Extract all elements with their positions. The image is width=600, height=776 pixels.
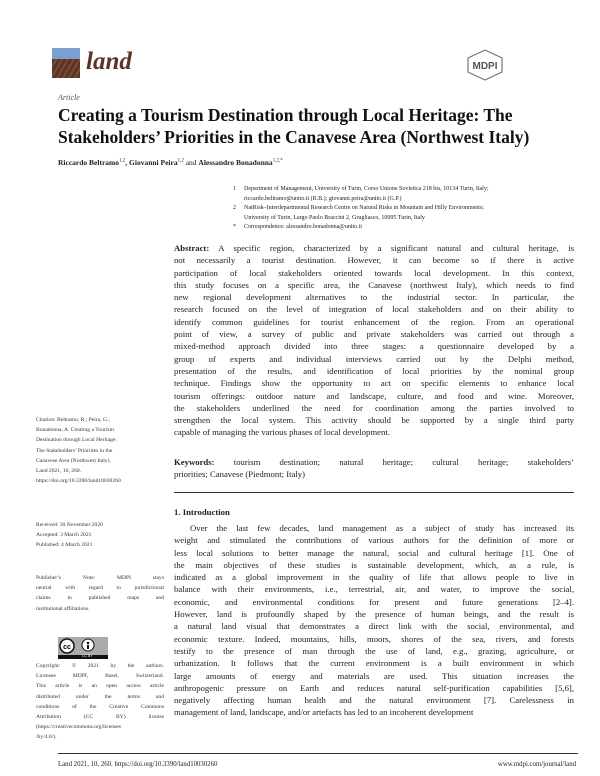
paper-title <box>58 104 529 148</box>
keywords-line: priorities; Canavese (Piedmont; Italy) <box>174 469 306 480</box>
paragraph-line: indicated as a global improvement in the quality of life that allows people to live in <box>174 572 574 583</box>
citation-line: Bonadonna, A. Creating a Tourism <box>36 427 114 434</box>
citation-line: Destination through Local Heritage: <box>36 437 117 444</box>
paragraph-line: large amounts of energy and materials are used. This situation increases the <box>174 670 574 681</box>
author-name: Giovanni Peira <box>129 158 178 167</box>
abstract-line <box>174 242 574 254</box>
line-text: A specific region, characterized by a significant natural and cultural heritage, is <box>218 243 574 253</box>
abstract-line: the stakeholders underlined the need for coordination among the parties involved to <box>174 402 574 413</box>
block-label: Abstract: <box>174 243 210 253</box>
title-line: Stakeholders’ Priorities in the Canavese Area (Northwest Italy) <box>58 127 530 147</box>
copyright-line: /by/4.0/). <box>36 734 57 741</box>
abstract-line: this study focuses on a specific area, the Canavese (northwest Italy), which needs to find <box>174 279 574 290</box>
affiliations <box>233 185 488 233</box>
citation-line: Land 2021, 10, 260. <box>36 468 82 475</box>
author-name: Riccardo Beltramo <box>58 158 120 167</box>
abstract-line: tourism offerings: outdoor nature and landscape, culture, and food and wine. Moreover, <box>174 390 574 401</box>
abstract-line: mixed-method approach divided into three stages: a questionnaire developed by a <box>174 341 574 352</box>
affiliation-line: University of Turin, Largo Paolo Braccini 2, Grugliasco, 10095 Turin, Italy <box>244 214 425 221</box>
copyright-line: (https://creativecommons.org/licenses <box>36 724 121 731</box>
keywords-line <box>174 456 574 468</box>
block-label: Keywords: <box>174 457 215 467</box>
copyright-block <box>36 661 164 743</box>
copyright-line: Licensee MDPI, Basel, Switzerland. <box>36 673 164 680</box>
copyright-line: conditions of the Creative Commons <box>36 703 164 710</box>
section-divider <box>174 492 574 493</box>
section-heading: 1. Introduction <box>174 507 230 517</box>
publisher-note-line: Publisher’s Note: MDPI stays <box>36 575 164 581</box>
mdpi-logo-icon <box>465 49 505 81</box>
paragraph-line: a natural land visual that demonstrates a direct link with the social, environmental, and <box>174 621 574 632</box>
land-journal-logo-icon <box>52 48 80 78</box>
keywords <box>174 456 574 481</box>
author-affiliation-mark: 1,2,* <box>272 158 283 164</box>
line-text: tourism destination; natural heritage; cultural heritage; stakeholders’ <box>233 457 574 467</box>
copyright-line: Copyright: © 2021 by the authors. <box>36 663 164 669</box>
publisher-note <box>36 573 164 614</box>
publisher-note-line: institutional affiliations. <box>36 605 90 612</box>
journal-name: land <box>86 48 132 75</box>
paragraph-line: negatively affecting human health and the natural environment [7]. Carelessness in <box>174 695 574 706</box>
cc-badge-label: CC BY <box>82 654 93 658</box>
paragraph-line: However, land is profoundly shaped by the presence of human beings, and the result is <box>174 609 574 620</box>
paragraph-line: less local solutions to better manage the natural, social and cultural heritage [1]. One of <box>174 547 574 558</box>
affiliation-mark: 2 <box>233 205 236 211</box>
paragraph-line: urbanization. It follows that the current environment is a built environment in which <box>174 658 574 669</box>
paragraph-line: economic texture. Indeed, mountains, hills, moors, shores of the sea, rivers, and forests <box>174 633 574 644</box>
paragraph-line: weight and stimulated the contributions of various authors for the definition of more or <box>174 535 574 546</box>
abstract-line: point of view, a survey of public and private stakeholders was carried out through a <box>174 329 574 340</box>
date-line: Received: 30 November 2020 <box>36 522 103 528</box>
affiliation-line: riccardo.beltramo@unito.it (R.B.); giovanni.peira@unito.it (G.P.) <box>244 195 402 202</box>
cc-by-license-icon[interactable] <box>58 637 108 659</box>
paragraph-line: anthropogenic pressure on Earth and reduces natural self-purification capabilities [5,6], <box>174 682 574 693</box>
abstract-line: capable of managing the various phases of local development. <box>174 427 390 438</box>
article-type: Article <box>58 93 80 102</box>
copyright-line: Attribution (CC BY) license <box>36 714 164 721</box>
footer-journal-url[interactable]: www.mdpi.com/journal/land <box>497 761 576 768</box>
paragraph-line: the main objectives of these studies is sustainable development, which, as a rule, is <box>174 559 574 570</box>
date-line: Accepted: 3 March 2021 <box>36 532 92 539</box>
citation-line: Citation: Beltramo, R.; Peira, G.; <box>36 417 110 423</box>
abstract-line: research focused on the level of integration of local stakeholders and on their ability to <box>174 304 574 315</box>
author-affiliation-mark: 1,2 <box>119 158 126 164</box>
author-list <box>58 158 283 167</box>
svg-text:cc: cc <box>63 644 71 651</box>
abstract-line: presentation of the results, and identification of local priorities by the nominal group <box>174 365 574 376</box>
affiliation-line: Department of Management, University of Turin, Corso Unione Sovietica 218 bis, 10134 Turin, Italy; <box>244 186 489 192</box>
author-separator: , <box>125 158 130 167</box>
title-line: Creating a Tourism Destination through Local Heritage: The <box>58 105 513 125</box>
publisher-note-line: claims in published maps and <box>36 595 164 602</box>
abstract-line: new regional development alternatives to the industrial sector. In particular, the <box>174 292 574 303</box>
affiliation-mark: * <box>233 224 236 230</box>
copyright-line: This article is an open access article <box>36 683 164 690</box>
abstract-line: strengthen the local system. This activity should be supported by a single third party <box>174 415 574 426</box>
paragraph-line: balance with their environments, i.e., terrestrial, air, and water, to improve the social, <box>174 584 574 595</box>
date-line: Published: 4 March 2021 <box>36 542 93 549</box>
citation-block <box>36 415 164 486</box>
publisher-note-line: neutral with regard to jurisdictional <box>36 585 164 592</box>
abstract-line: identify common guidelines for tourist enhancement of the region. From an operational <box>174 316 574 327</box>
abstract <box>174 242 574 439</box>
citation-line: The Stakeholders’ Priorities in the <box>36 447 113 454</box>
footer-divider <box>58 753 578 754</box>
dates-block <box>36 520 164 551</box>
affiliation-line: NatRisk–Interdepartmental Research Centre on Natural Risks in Mountain and Hilly Environments; <box>244 205 484 211</box>
abstract-line: technique. Findings show the opportunity to act on specific elements to enhance local <box>174 378 574 389</box>
introduction-body <box>174 522 574 719</box>
abstract-line: participation of local stakeholders oriented towards local development. In this context, <box>174 267 574 278</box>
paragraph-line: testify to the presence of man through the use of land, e.g., grazing, agriculture, or <box>174 645 574 656</box>
abstract-line: group of experts and individual interviews carried out by the Delphi method, <box>174 353 574 364</box>
paragraph-line: management of land, landscape, and/or artefacts has led to an incoherent development <box>174 707 474 718</box>
affiliation-line: Correspondence: alessandro.bonadonna@unito.it <box>244 224 362 230</box>
author-separator: and <box>183 158 199 167</box>
paragraph-line: economic, and environmental conditions for present and future generations [2–4]. <box>174 596 574 607</box>
citation-line: https://doi.org/10.3390/land10030260 <box>36 478 121 485</box>
author-name: Alessandro Bonadonna <box>198 158 273 167</box>
paragraph-line: Over the last few decades, land management as a subject of study has increased its <box>190 523 574 533</box>
svg-text:MDPI: MDPI <box>472 61 498 72</box>
abstract-line: not necessarily a tourist destination. However, it can become so if there is active <box>174 255 574 266</box>
author-affiliation-mark: 1,2 <box>177 158 184 164</box>
affiliation-mark: 1 <box>233 186 236 192</box>
footer-citation: Land 2021, 10, 260. https://doi.org/10.3390/land10030260 <box>58 761 218 768</box>
citation-line: Canavese Area (Northwest Italy). <box>36 457 111 464</box>
copyright-line: distributed under the terms and <box>36 693 164 700</box>
